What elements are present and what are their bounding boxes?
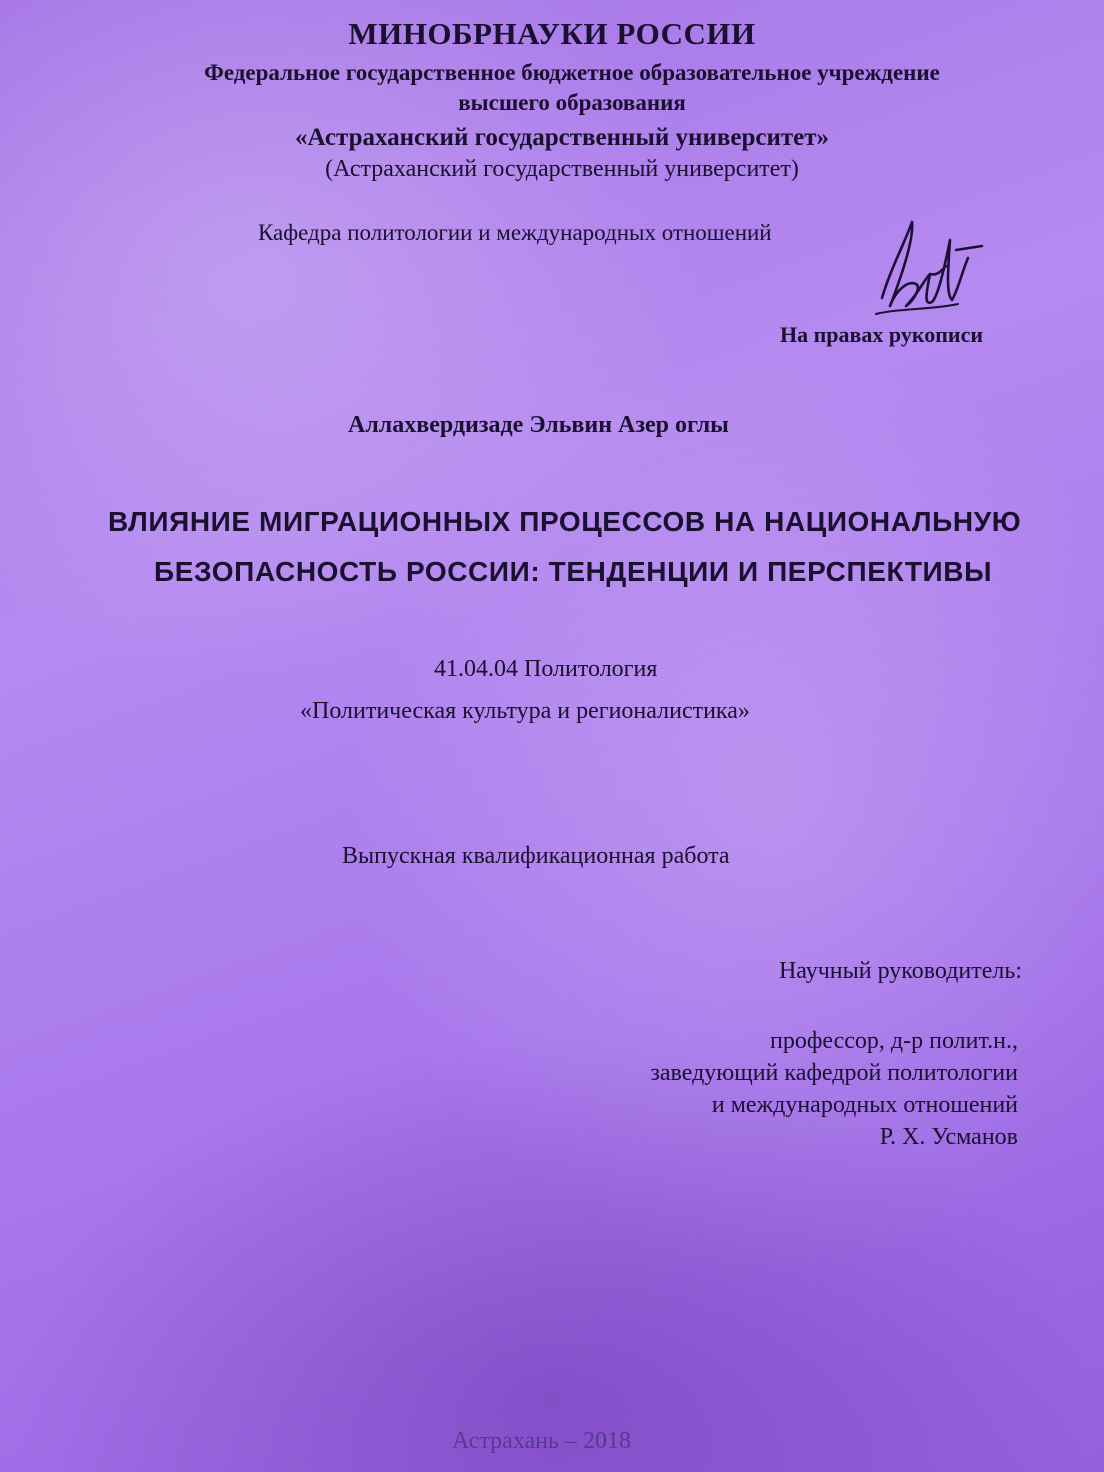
advisor-name: Р. Х. Усманов <box>879 1124 1018 1150</box>
city-year-footer: Астрахань – 2018 <box>452 1428 631 1454</box>
ministry-heading: МИНОБРНАУКИ РОССИИ <box>348 16 756 51</box>
program-code: 41.04.04 Политология <box>434 656 658 682</box>
author-name: Аллахвердизаде Эльвин Азер оглы <box>348 412 729 438</box>
university-name: «Астраханский государственный университет» <box>294 124 830 151</box>
advisor-position-continued: и международных отношений <box>711 1092 1018 1118</box>
university-short-name: (Астраханский государственный университет) <box>325 156 799 182</box>
institution-type-line-2: высшего образования <box>458 90 686 115</box>
institution-type-line-1: Федеральное государственное бюджетное образовательное учреждение <box>204 60 940 85</box>
thesis-title-line-1: ВЛИЯНИЕ МИГРАЦИОННЫХ ПРОЦЕССОВ НА НАЦИОНАЛЬНУЮ <box>108 506 1022 537</box>
handwritten-signature <box>860 210 990 330</box>
advisor-position: заведующий кафедрой политологии <box>650 1060 1018 1086</box>
advisor-label: Научный руководитель: <box>778 958 1022 984</box>
advisor-degree: профессор, д-р полит.н., <box>769 1028 1018 1054</box>
program-profile: «Политическая культура и регионалистика» <box>300 698 750 724</box>
department-name: Кафедра политологии и международных отношений <box>258 220 772 245</box>
manuscript-rights-note: На правах рукописи <box>780 322 984 347</box>
thesis-title-line-2: БЕЗОПАСНОСТЬ РОССИИ: ТЕНДЕНЦИИ И ПЕРСПЕКТИВЫ <box>154 556 993 587</box>
work-type: Выпускная квалификационная работа <box>342 843 730 869</box>
